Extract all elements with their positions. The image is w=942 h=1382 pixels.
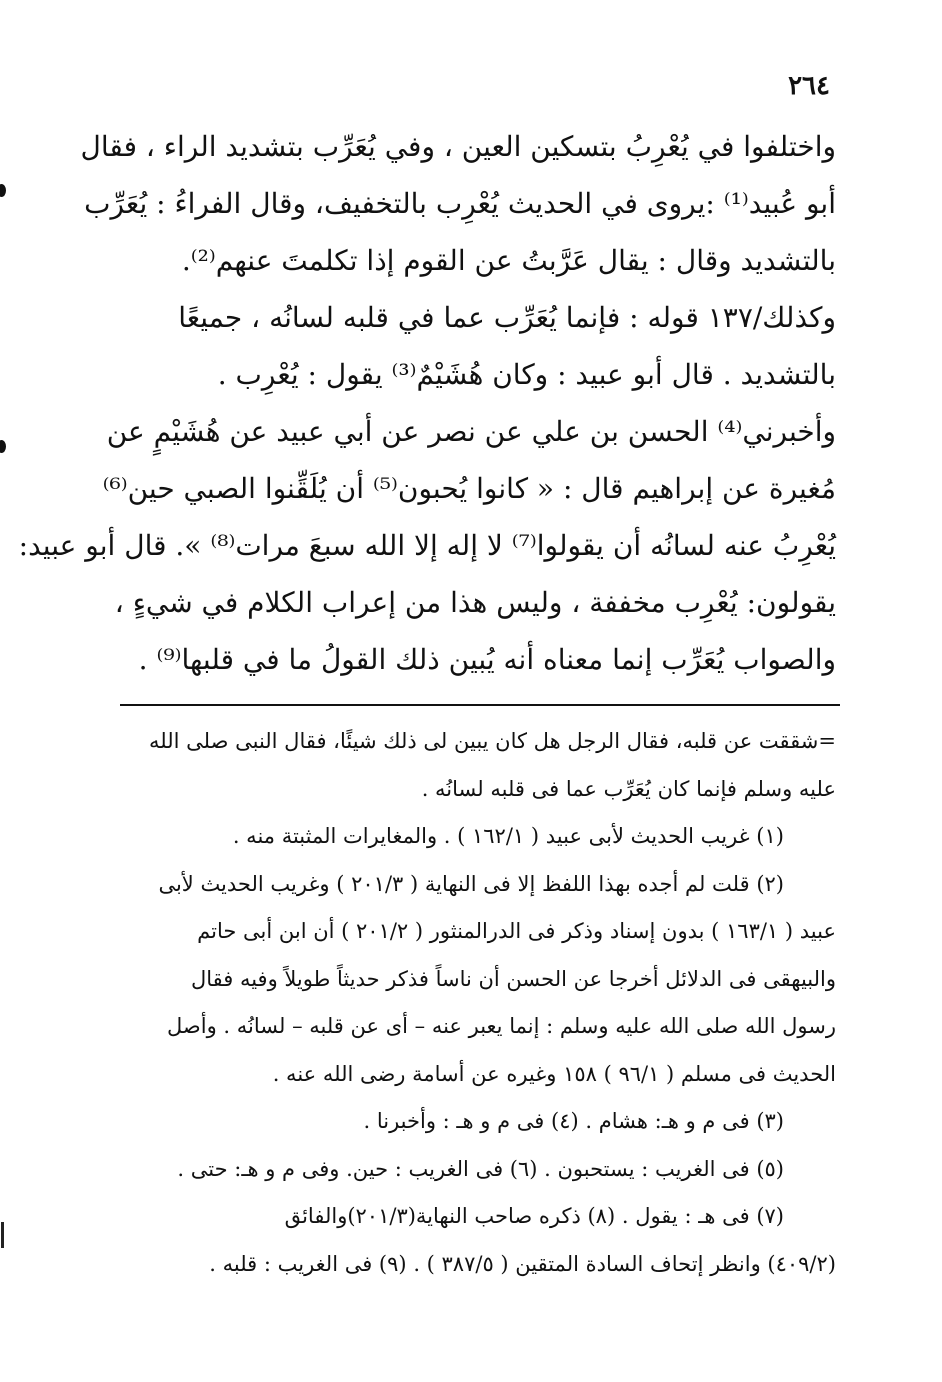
main-text-line: بالتشديد وقال : يقال عَرَّبتُ عن القوم إذا تكلمتَ عنهم⁽²⁾. bbox=[181, 244, 836, 277]
footnote-5: (٥) فى الغريب : يستحبون . bbox=[544, 1156, 784, 1181]
main-text-line: يقولون: يُعْرِب مخففة ، وليس هذا من إعراب الكلام في شيءٍ ، bbox=[114, 586, 836, 619]
footnote-6: (٦) فى الغريب : حين. وفى م و هـ: حتى . bbox=[177, 1156, 538, 1181]
binding-hole-mark bbox=[0, 184, 6, 197]
main-text-line: بالتشديد . قال أبو عبيد : وكان هُشَيْمٌ⁽³⁾ يقول : يُعْرِب . bbox=[217, 358, 836, 391]
binding-hole-mark bbox=[0, 440, 6, 453]
page-number: ٢٦٤ bbox=[788, 71, 830, 101]
footnote-2-line: (٢) قلت لم أجده بهذا اللفظ إلا فى النهاية ( ٢٠١/٣ ) وغريب الحديث لأبى bbox=[158, 871, 784, 896]
footnote-8-continued: (٤٠٩/٢) وانظر إتحاف السادة المتقين ( ٣٨٧/٥ ) . bbox=[413, 1251, 836, 1276]
footnote-3: (٣) فى م و هـ: هشام . bbox=[585, 1109, 784, 1133]
main-text-line: وأخبرني⁽⁴⁾ الحسن بن علي عن نصر عن أبي عبيد عن هُشَيْمٍ عن bbox=[106, 415, 836, 448]
main-text-line: واختلفوا في يُعْرِبُ بتسكين العين ، وفي يُعَرِّب بتشديد الراء ، فقال bbox=[80, 130, 836, 163]
footnote-8: (٨) ذكره صاحب النهاية(٢٠١/٣)والفائق bbox=[284, 1204, 616, 1228]
footnote-continuation-line: =شققت عن قلبه، فقال الرجل هل كان يبين لى ذلك شيئًا، فقال النبى صلى الله bbox=[149, 729, 836, 753]
main-text-line: وكذلك/١٣٧ قوله : فإنما يُعَرِّب عما في قلبه لسانُه ، جميعًا bbox=[178, 301, 836, 334]
footnote-1: (١) غريب الحديث لأبى عبيد ( ١٦٢/١ ) . والمغايرات المثبتة منه . bbox=[232, 824, 784, 848]
main-text-line: والصواب يُعَرِّب إنما معناه أنه يُبين ذلك القولُ ما في قلبها⁽⁹⁾ . bbox=[138, 643, 836, 676]
footnote-row-5-6 bbox=[96, 1146, 836, 1194]
footnote-4: (٤) فى م و هـ : وأخبرنا . bbox=[363, 1109, 579, 1133]
footnote-row-3-4 bbox=[96, 1098, 836, 1146]
footnote-continuation-line: عليه وسلم فإنما كان يُعَرِّب عما فى قلبه لسانُه . bbox=[421, 776, 836, 801]
main-text-line: مُغيرة عن إبراهيم قال : « كانوا يُحبون⁽⁵⁾ أن يُلَقِّنوا الصبي حين⁽⁶⁾ bbox=[102, 472, 836, 505]
footnote-separator bbox=[120, 704, 840, 706]
main-text-line: أبو عُبيد⁽¹⁾ :يروى في الحديث يُعْرِب بالتخفيف، وقال الفراءُ : يُعَرِّب bbox=[84, 187, 836, 220]
footnotes-block bbox=[96, 718, 836, 1288]
footnote-7: (٧) فى هـ : يقول . bbox=[621, 1204, 784, 1228]
footnote-2-line: الحديث فى مسلم ( ٩٦/١ ) ١٥٨ وغيره عن أسامة رضى الله عنه . bbox=[272, 1061, 836, 1086]
main-text-line: يُعْرِبُ عنه لسانُه أن يقولوا⁽⁷⁾ لا إله إلا الله سبعَ مرات⁽⁸⁾ ». قال أبو عبيد: bbox=[18, 529, 836, 562]
footnote-row-7-8 bbox=[96, 1193, 836, 1241]
footnote-2-line: والبيهقى فى الدلائل أخرجا عن الحسن أن ناساً فذكر حديثاً طويلاً وفيه فقال bbox=[190, 966, 836, 991]
main-text-block bbox=[18, 118, 836, 688]
binding-edge-mark bbox=[1, 1222, 4, 1248]
footnote-2-line: عبيد ( ١٦٣/١ ) بدون إسناد وذكر فى الدرالمنثور ( ٢٠١/٢ ) أن ابن أبى حاتم bbox=[197, 919, 836, 943]
footnote-2-line: رسول الله صلى الله عليه وسلم : إنما يعبر عنه – أى عن قلبه – لسانُه . وأصل bbox=[167, 1014, 836, 1038]
footnote-9: (٩) فى الغريب : قلبه . bbox=[209, 1251, 407, 1276]
footnote-row-8-9 bbox=[96, 1241, 836, 1289]
